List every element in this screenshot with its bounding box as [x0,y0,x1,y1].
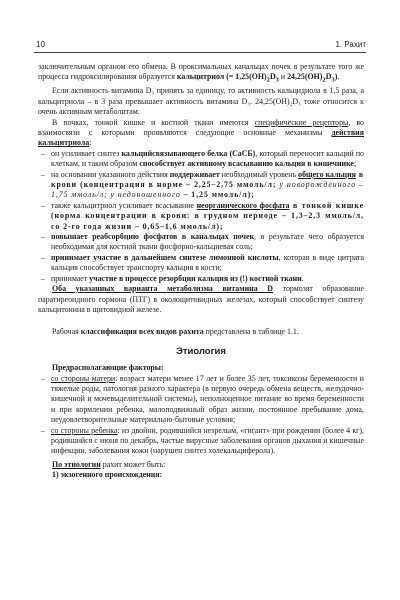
section-heading: Этиология [176,345,226,357]
page-number: 10 [36,40,45,49]
paragraph-metabolites: заключительным органом его обмена. В проксимальных канальцах почек в результате того же процесса гидроксилирования образуется кальцитриол (= $1,25(ОН)_2D_3$ и $24,25(ОН)_2D_3$). [38,62,364,84]
list-item: – принимает участие в дальнейшем синтезе лимонной кислоты, которая в виде цитрата кальция способствует транспорту кальция в кости; [51,253,364,274]
list-item: – со стороны матери: возраст матери менее 17 лет и более 35 лет, токсикозы беременности и тяжелые роды, патология разного характера (в первую очередь обмена веществ, желудочно-кишечной и мочевыделительной системы), неполноценное питание во время беременности и при кормлении ребенка, малоподвижный образ жизни, постоянное пребывание дома, неудовлетворительные материально-бытовые условия; [51,374,364,426]
factors-list [38,374,364,457]
chapter-title: 1. Рахит [335,40,366,49]
page-body [38,62,364,481]
factors-title: Предрасполагающие факторы: [52,363,164,373]
mechanisms-list [38,149,364,284]
list-item: – также кальцитриол усиливает всасывание неорганического фосфата в тонкой кишке (норма концентрации в крови: в грудном периоде – 1,3–2,3 ммоль/л, со 2-го года жизни – 0,65–1,6 ммоль/л); [51,201,364,232]
list-item: – со стороны ребенка: из двойни, родившийся незрелым, «гигант» при рождении (более 4 кг), родившийся с июня по декабрь, частые вирусные заболевания органов дыхания и кишечные инфекции, заболевания кожи (нарушен синтез холекальциферола). [51,426,364,457]
paragraph-activity: Если активность витамина D₃ принять за единицу, то активность кальцидиола в 1,5 раза, а кальцитриола – в 3 раза превышает активность витамина D₃. 24,25(ОН)₂D₃ тоже относится к очень активным метаболитам. [38,86,364,117]
page-header [34,40,366,54]
paragraph-receptors: В почках, тонкой кишке и костной ткани имеются специфические рецепторы, во взаимосвязи с которыми проявляются следующие основные механизмы действия кальцитриола: [38,117,365,148]
etiology-item: 1) экзогенного происхождения: [52,470,163,480]
paragraph-etiology: По этиологии рахит может быть: [52,459,166,469]
paragraph-classification: Рабочая классификация всех видов рахита представлена в таблице 1.1. [52,327,299,337]
header-rule [34,52,366,53]
list-item: – повышает реабсорбцию фосфатов в канальцах почек, в результате чего образуется необходимая для костной ткани фосфорно-кальциевая соль; [51,232,364,253]
list-item: – принимает участие в процессе резорбции кальция из (!) костной ткани. [51,274,364,284]
paragraph-pth: Оба указанных варианта метаболизма витамина D тормозят образование паратиреоидного гормона (ПТГ) в околощитовидных железах, который способствует синтезу кальцитонина в щитовидной железе. [38,284,364,314]
list-item: – он усиливает синтез кальцийсвязывающего белка (СаСБ), который переносит кальций по клеткам, и таким образом способствует активному всасыванию кальция в кишечнике; [51,149,364,170]
list-item: – на основании указанного действия поддерживает необходимый уровень общего кальция в крови (концентрация в норме – 2,25–2,75 ммоль/л; у новорожденного – 1,75 ммоль/л; у недоношенного – 1,25 ммоль/л); [51,170,364,201]
